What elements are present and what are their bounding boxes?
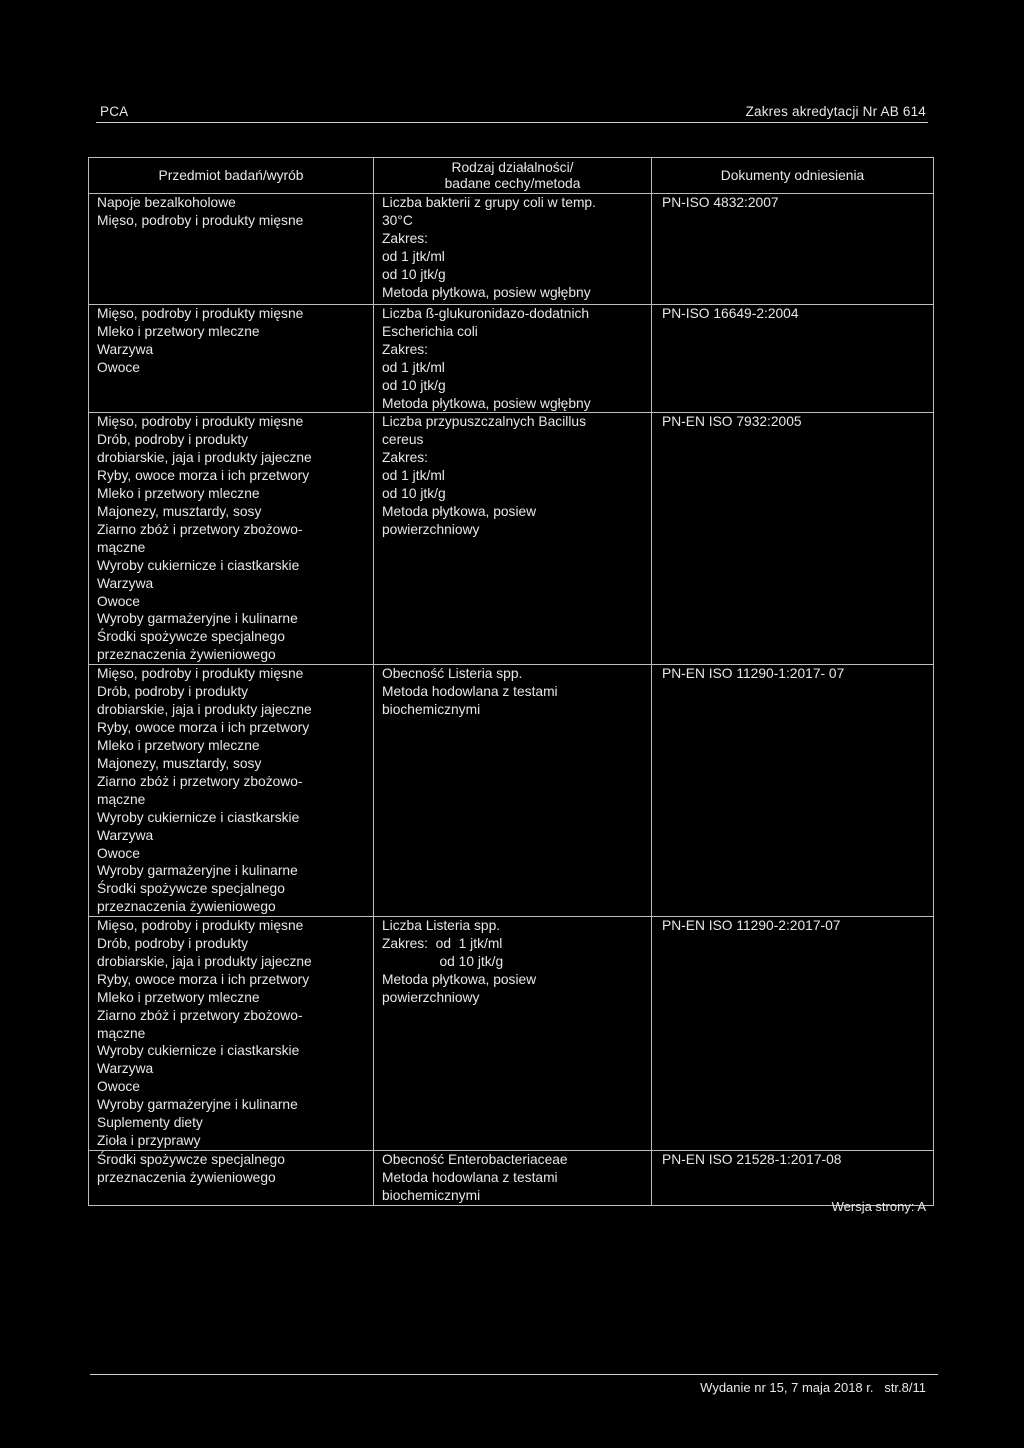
table-row xyxy=(89,194,934,305)
cell-line: przeznaczenia żywieniowego xyxy=(97,647,276,663)
cell-line: drobiarskie, jaja i produkty jajeczne xyxy=(97,450,312,466)
cell-line: cereus xyxy=(382,432,424,448)
cell-line: Wyroby garmażeryjne i kulinarne xyxy=(97,863,298,879)
cell-line: Napoje bezalkoholowe xyxy=(97,195,236,210)
cell-line: Mięso, podroby i produkty mięsne xyxy=(97,666,304,682)
cell-line: Owoce xyxy=(97,593,140,609)
method-cell xyxy=(374,413,652,665)
documents-cell xyxy=(652,413,934,665)
header-divider xyxy=(96,122,928,123)
cell-line: PN-ISO 4832:2007 xyxy=(662,195,779,210)
cell-line: Środki spożywcze specjalnego xyxy=(97,1151,285,1167)
cell-line: Obecność Enterobacteriaceae xyxy=(382,1151,568,1167)
cell-line: Mięso, podroby i produkty mięsne xyxy=(97,212,304,228)
footer-divider xyxy=(90,1374,938,1375)
cell-line: Mleko i przetwory mleczne xyxy=(97,738,260,754)
cell-line: Mleko i przetwory mleczne xyxy=(97,486,260,502)
cell-line: Ziarno zbóż i przetwory zbożowo- xyxy=(97,1007,303,1023)
header-documents xyxy=(652,158,934,194)
cell-line: Mleko i przetwory mleczne xyxy=(97,323,260,339)
cell-line: Suplementy diety xyxy=(97,1115,203,1131)
products-cell xyxy=(89,305,374,413)
cell-line: Ziarno zbóż i przetwory zbożowo- xyxy=(97,773,303,789)
cell-line: biochemicznymi xyxy=(382,1187,481,1203)
cell-line: Escherichia coli xyxy=(382,323,478,339)
cell-line: Liczba bakterii z grupy coli w temp. xyxy=(382,195,596,210)
cell-line: od 10 jtk/g xyxy=(382,266,446,282)
cell-line: Rodzaj działalności/ xyxy=(451,159,574,175)
cell-line: przeznaczenia żywieniowego xyxy=(97,1169,276,1185)
header-left: PCA xyxy=(100,104,129,119)
cell-line: drobiarskie, jaja i produkty jajeczne xyxy=(97,953,312,969)
cell-line: od 10 jtk/g xyxy=(382,377,446,393)
cell-line: Środki spożywcze specjalnego xyxy=(97,629,285,645)
footer-edition: Wydanie nr 15, 7 maja 2018 r. str.8/11 xyxy=(700,1380,926,1395)
cell-line: Metoda płytkowa, posiew xyxy=(382,503,537,519)
cell-line: od 10 jtk/g xyxy=(382,953,504,969)
cell-line: Dokumenty odniesienia xyxy=(720,167,865,183)
cell-line: od 10 jtk/g xyxy=(382,486,446,502)
cell-line: Wyroby cukiernicze i ciastkarskie xyxy=(97,809,300,825)
documents-cell xyxy=(652,1150,934,1205)
cell-line: PN-EN ISO 11290-2:2017-07 xyxy=(662,918,841,934)
method-cell xyxy=(374,194,652,305)
documents-cell xyxy=(652,305,934,413)
cell-line: Ryby, owoce morza i ich przetwory xyxy=(97,971,310,987)
cell-line: Drób, podroby i produkty xyxy=(97,432,249,448)
cell-line: PN-ISO 16649-2:2004 xyxy=(662,306,799,321)
method-cell xyxy=(374,665,652,917)
cell-line: Drób, podroby i produkty xyxy=(97,936,249,952)
cell-line: Wyroby cukiernicze i ciastkarskie xyxy=(97,557,300,573)
cell-line: Zakres: xyxy=(382,230,428,246)
documents-cell xyxy=(652,917,934,1151)
cell-line: Zakres: xyxy=(382,450,428,466)
cell-line: Przedmiot badań/wyrób xyxy=(158,167,304,183)
cell-line: biochemicznymi xyxy=(382,702,481,718)
cell-line: PN-EN ISO 11290-1:2017- 07 xyxy=(662,666,845,682)
products-cell xyxy=(89,194,374,305)
cell-line: Ziarno zbóż i przetwory zbożowo- xyxy=(97,521,303,537)
cell-line: Ryby, owoce morza i ich przetwory xyxy=(97,720,310,736)
cell-line: badane cechy/metoda xyxy=(444,175,581,191)
cell-line: Mięso, podroby i produkty mięsne xyxy=(97,414,304,430)
cell-line: Owoce xyxy=(97,845,140,861)
cell-line: Zioła i przyprawy xyxy=(97,1133,201,1148)
cell-line: powierzchniowy xyxy=(382,989,480,1005)
cell-line: Warzywa xyxy=(97,827,154,843)
cell-line: od 1 jtk/ml xyxy=(382,359,445,375)
cell-line: Metoda płytkowa, posiew wgłębny xyxy=(382,284,591,300)
cell-line: Metoda hodowlana z testami xyxy=(382,1169,558,1185)
cell-line: powierzchniowy xyxy=(382,521,480,537)
cell-line: mączne xyxy=(97,1025,146,1041)
cell-line: Wyroby garmażeryjne i kulinarne xyxy=(97,611,298,627)
cell-line: przeznaczenia żywieniowego xyxy=(97,899,276,915)
cell-line: Drób, podroby i produkty xyxy=(97,684,249,700)
products-cell xyxy=(89,665,374,917)
cell-line: mączne xyxy=(97,539,146,555)
cell-line: Zakres: xyxy=(382,341,428,357)
cell-line: od 1 jtk/ml xyxy=(382,248,445,264)
method-cell xyxy=(374,305,652,413)
cell-line: Mleko i przetwory mleczne xyxy=(97,989,260,1005)
method-cell xyxy=(374,917,652,1151)
cell-line: Owoce xyxy=(97,359,140,375)
cell-line: Liczba Listeria spp. xyxy=(382,918,501,934)
table-row xyxy=(89,917,934,1151)
cell-line: Warzywa xyxy=(97,341,154,357)
documents-cell xyxy=(652,194,934,305)
cell-line: Mięso, podroby i produkty mięsne xyxy=(97,306,304,321)
products-cell xyxy=(89,413,374,665)
cell-line: mączne xyxy=(97,791,146,807)
cell-line: Owoce xyxy=(97,1079,140,1095)
cell-line: Majonezy, musztardy, sosy xyxy=(97,503,262,519)
method-cell xyxy=(374,1150,652,1205)
cell-line: Metoda płytkowa, posiew xyxy=(382,971,537,987)
cell-line: Warzywa xyxy=(97,1061,154,1077)
cell-line: drobiarskie, jaja i produkty jajeczne xyxy=(97,702,312,718)
accreditation-table xyxy=(88,157,934,1206)
cell-line: Liczba przypuszczalnych Bacillus xyxy=(382,414,586,430)
cell-line: Ryby, owoce morza i ich przetwory xyxy=(97,468,310,484)
page-version: Wersja strony: A xyxy=(831,1199,926,1214)
cell-line: od 1 jtk/ml xyxy=(382,468,445,484)
cell-line: Wyroby garmażeryjne i kulinarne xyxy=(97,1097,298,1113)
cell-line: PN-EN ISO 21528-1:2017-08 xyxy=(662,1151,842,1167)
header-products xyxy=(89,158,374,194)
cell-line: Wyroby cukiernicze i ciastkarskie xyxy=(97,1043,300,1059)
header-right: Zakres akredytacji Nr AB 614 xyxy=(745,104,926,119)
cell-line: Metoda płytkowa, posiew wgłębny xyxy=(382,395,591,411)
cell-line: Warzywa xyxy=(97,575,154,591)
table-row xyxy=(89,665,934,917)
table-row xyxy=(89,413,934,665)
table-row xyxy=(89,1150,934,1205)
cell-line: Liczba ß-glukuronidazo-dodatnich xyxy=(382,306,590,321)
cell-line: PN-EN ISO 7932:2005 xyxy=(662,414,802,430)
cell-line: 30°C xyxy=(382,212,413,228)
cell-line: Metoda hodowlana z testami xyxy=(382,684,558,700)
header-method xyxy=(374,158,652,194)
table-header-row xyxy=(89,158,934,194)
cell-line: Zakres: od 1 jtk/ml xyxy=(382,936,503,952)
table-row xyxy=(89,305,934,413)
cell-line: Obecność Listeria spp. xyxy=(382,666,523,682)
cell-line: Mięso, podroby i produkty mięsne xyxy=(97,918,304,934)
documents-cell xyxy=(652,665,934,917)
cell-line: Środki spożywcze specjalnego xyxy=(97,881,285,897)
cell-line: Majonezy, musztardy, sosy xyxy=(97,755,262,771)
products-cell xyxy=(89,1150,374,1205)
products-cell xyxy=(89,917,374,1151)
